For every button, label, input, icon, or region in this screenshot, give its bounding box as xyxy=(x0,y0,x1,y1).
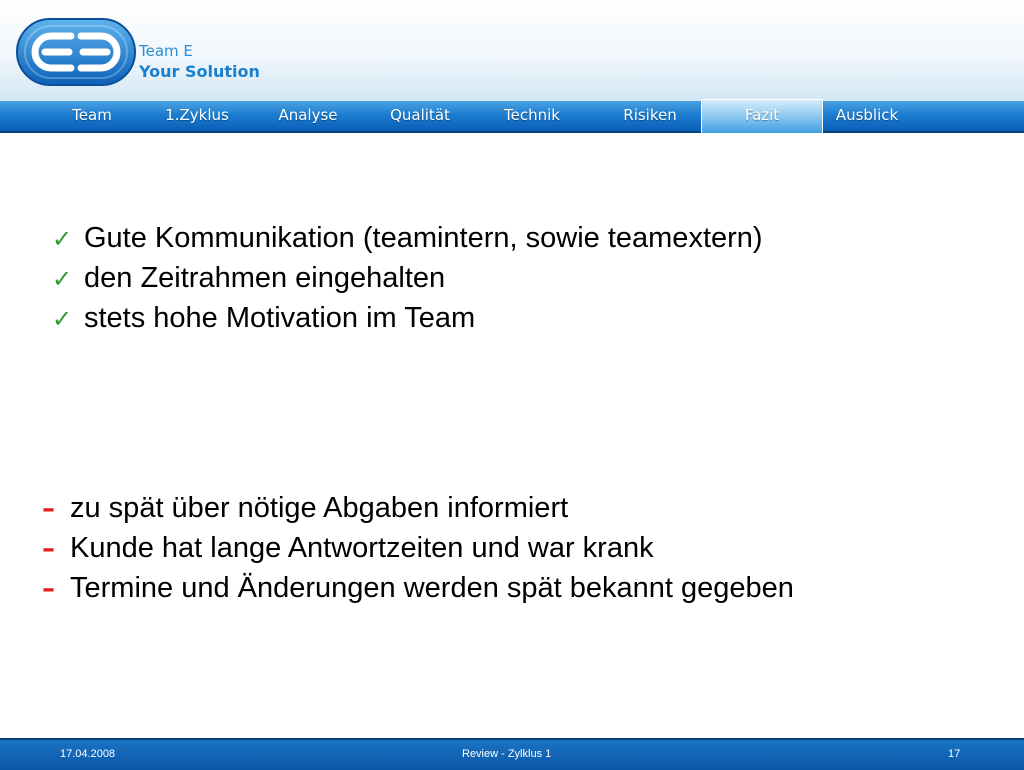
footer-title: Review - Zylklus 1 xyxy=(462,748,552,760)
slide-header xyxy=(0,0,1024,101)
positives-list xyxy=(52,218,763,338)
list-item-text: zu spät über nötige Abgaben informiert xyxy=(70,492,569,524)
tab-ausblick[interactable]: Ausblick xyxy=(835,106,899,124)
tab-qualitaet[interactable]: Qualität xyxy=(390,106,450,124)
logo-subtitle: Team E xyxy=(139,42,193,60)
logo-tagline: Your Solution xyxy=(139,62,260,81)
team-e-logo-icon xyxy=(15,17,137,87)
dash-icon: – xyxy=(42,494,55,524)
checkmark-icon: ✓ xyxy=(52,225,73,253)
tab-analyse[interactable]: Analyse xyxy=(278,106,338,124)
list-item xyxy=(42,488,794,528)
list-item xyxy=(42,568,794,608)
slide-footer xyxy=(0,738,1024,770)
nav-bar xyxy=(0,101,1024,133)
list-item-text: stets hohe Motivation im Team xyxy=(84,302,476,334)
checkmark-icon: ✓ xyxy=(52,265,73,293)
dash-icon: – xyxy=(42,574,55,604)
list-item xyxy=(52,258,763,298)
tab-technik[interactable]: Technik xyxy=(504,106,560,124)
list-item-text: Kunde hat lange Antwortzeiten und war krank xyxy=(70,532,654,564)
list-item-text: den Zeitrahmen eingehalten xyxy=(84,262,446,294)
list-item xyxy=(52,298,763,338)
list-item xyxy=(52,218,763,258)
footer-date: 17.04.2008 xyxy=(60,748,116,760)
list-item-text: Gute Kommunikation (teamintern, sowie teamextern) xyxy=(84,222,763,254)
negatives-list xyxy=(42,488,794,608)
dash-icon: – xyxy=(42,534,55,564)
tab-risiken[interactable]: Risiken xyxy=(623,106,677,124)
tab-1-zyklus[interactable]: 1.Zyklus xyxy=(165,106,229,124)
tab-team[interactable]: Team xyxy=(72,106,112,124)
page-number: 17 xyxy=(948,748,961,760)
list-item-text: Termine und Änderungen werden spät bekannt gegeben xyxy=(70,572,794,604)
tab-fazit[interactable]: Fazit xyxy=(701,99,823,133)
checkmark-icon: ✓ xyxy=(52,305,73,333)
list-item xyxy=(42,528,794,568)
